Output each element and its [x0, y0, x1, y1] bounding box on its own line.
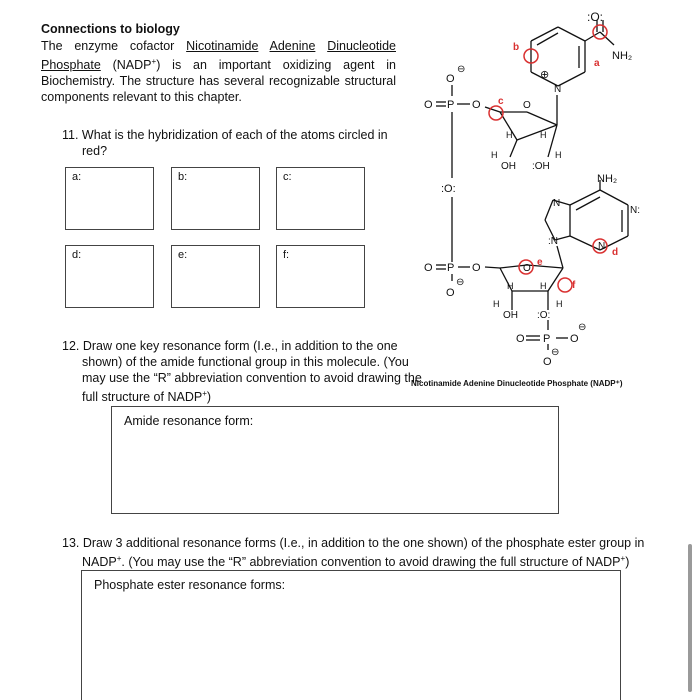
scrollbar[interactable]: [688, 544, 692, 692]
phosphate-top-o-minus: O: [446, 73, 455, 85]
ribose-bottom: [485, 265, 563, 330]
adenine-n1: N:: [630, 205, 640, 216]
ribose-top-h2: H: [540, 130, 547, 140]
answer-box-c[interactable]: [276, 167, 365, 230]
adenine-n7: N: [553, 198, 561, 209]
answer-box-label: d:: [72, 249, 82, 261]
carbonyl-oxygen: :O:: [587, 10, 604, 24]
answer-box-label: f:: [283, 249, 290, 261]
intro-paragraph: [41, 38, 396, 105]
ribose-top: [485, 95, 557, 157]
circle-label-b: b: [513, 42, 520, 53]
bridge-oxygen: :O:: [441, 183, 456, 195]
answer-box-f[interactable]: [276, 245, 365, 308]
phosphate-right-o-bottom: O: [543, 356, 552, 368]
term-dinucleotide: Dinucleotide: [327, 39, 396, 53]
phosphate-right-minus-2: ⊖: [551, 347, 560, 358]
q13-text-after: . (You may use the “R” abbreviation convention to avoid drawing the full structure of NADP: [121, 555, 621, 570]
answer-box-a[interactable]: [65, 167, 154, 230]
pyridinium-charge: ⊕: [540, 69, 550, 81]
question-11-text: 11. What is the hybridization of each of the atoms circled in red?: [62, 128, 388, 158]
circle-label-f: f: [572, 280, 576, 291]
amide-answer-label: Amide resonance form:: [124, 414, 254, 428]
term-nicotinamide: Nicotinamide: [186, 39, 259, 53]
answer-box-label: c:: [283, 171, 292, 183]
adenine-n9: :N: [548, 236, 558, 247]
q13-superscript-2: +: [620, 554, 626, 563]
answer-box-label: e:: [178, 249, 188, 261]
circle-label-c: c: [498, 96, 504, 107]
ribose-top-oh1: OH: [501, 161, 516, 172]
ribose-top-h1: H: [506, 130, 513, 140]
intro-acronym: (NADP: [100, 58, 152, 73]
ribose-bottom-o: O: [523, 263, 531, 274]
phosphate-right-p: P: [543, 333, 551, 345]
circle-label-e: e: [537, 257, 543, 268]
structure-caption: Nicotinamide Adenine Dinucleotide Phosphate (NADP⁺): [411, 379, 623, 388]
adenine-n3: N: [598, 241, 606, 252]
phosphate-left-minus: ⊖: [456, 277, 465, 288]
amide-answer-area[interactable]: [111, 406, 559, 514]
nadp-structure: [400, 0, 700, 400]
phosphate-top-minus: ⊖: [457, 64, 466, 75]
ribose-top-h4: H: [555, 150, 562, 160]
circle-label-a: a: [594, 58, 600, 69]
phosphate-left-p: P: [447, 262, 455, 274]
ribose-top-o: O: [523, 100, 531, 111]
answer-box-d[interactable]: [65, 245, 154, 308]
circle-label-d: d: [612, 247, 619, 258]
q13-text-before: 13. Draw 3 additional resonance forms (I.e., in addition to the one shown) of the phosphate ester group in NADP: [62, 536, 645, 570]
q13-text-end: ): [625, 555, 630, 570]
question-12-text: [62, 338, 422, 405]
circle-f: [558, 278, 572, 292]
phosphate-answer-area[interactable]: [81, 570, 621, 700]
phosphate-left-o-double: O: [424, 262, 433, 274]
answer-box-b[interactable]: [171, 167, 260, 230]
ribose-bottom-h1: H: [507, 281, 514, 291]
phosphate-left-o-ester: O: [472, 262, 481, 274]
q13-superscript-1: +: [116, 554, 122, 563]
ribose-bottom-h3: H: [493, 299, 500, 309]
phosphate-top-o-ester: O: [472, 99, 481, 111]
phosphate-top-o-double: O: [424, 99, 433, 111]
ribose-top-h3: H: [491, 150, 498, 160]
q12-text-after: ): [206, 390, 212, 405]
intro-rest: ) is an important oxidizing agent in Biochemistry. The structure has several recognizable structural components relevant to this chapter.: [41, 58, 397, 105]
phosphate-right-minus-1: ⊖: [578, 322, 587, 333]
ribose-bottom-oh: OH: [503, 310, 518, 321]
answer-box-e[interactable]: [171, 245, 260, 308]
phosphate-answer-label: Phosphate ester resonance forms:: [94, 578, 286, 592]
term-adenine: Adenine: [269, 39, 316, 53]
ribose-bottom-h4: H: [556, 299, 563, 309]
q12-text-before: 12. Draw one key resonance form (I.e., in addition to the one shown) of the amide functional group in this molecule. (You may use the “R” abbreviation convention to avoid drawing the full structure of NADP: [62, 339, 422, 405]
term-phosphate: Phosphate: [41, 58, 101, 73]
phosphate-right-o-minus: O: [570, 333, 579, 345]
question-13-text: [62, 535, 682, 570]
phosphate-left-o-minus: O: [446, 287, 455, 299]
ribose-top-oh2: :OH: [532, 161, 550, 172]
amide-nh2: NH₂: [612, 50, 633, 62]
ribose-bottom-h2: H: [540, 281, 547, 291]
answer-box-label: a:: [72, 171, 82, 183]
intro-superscript: +: [151, 57, 157, 66]
pyridinium-n: N: [554, 84, 562, 95]
answer-box-label: b:: [178, 171, 188, 183]
hybridization-circles: [489, 25, 607, 292]
adenine-nh2: NH₂: [597, 173, 618, 185]
q12-superscript: +: [202, 389, 207, 398]
phosphate-right-o-double: O: [516, 333, 525, 345]
intro-prefix: The enzyme cofactor: [41, 39, 187, 53]
section-heading: Connections to biology: [41, 22, 180, 36]
phosphate-top-p: P: [447, 99, 455, 111]
ribose-bottom-o-ester: :O:: [537, 310, 551, 321]
